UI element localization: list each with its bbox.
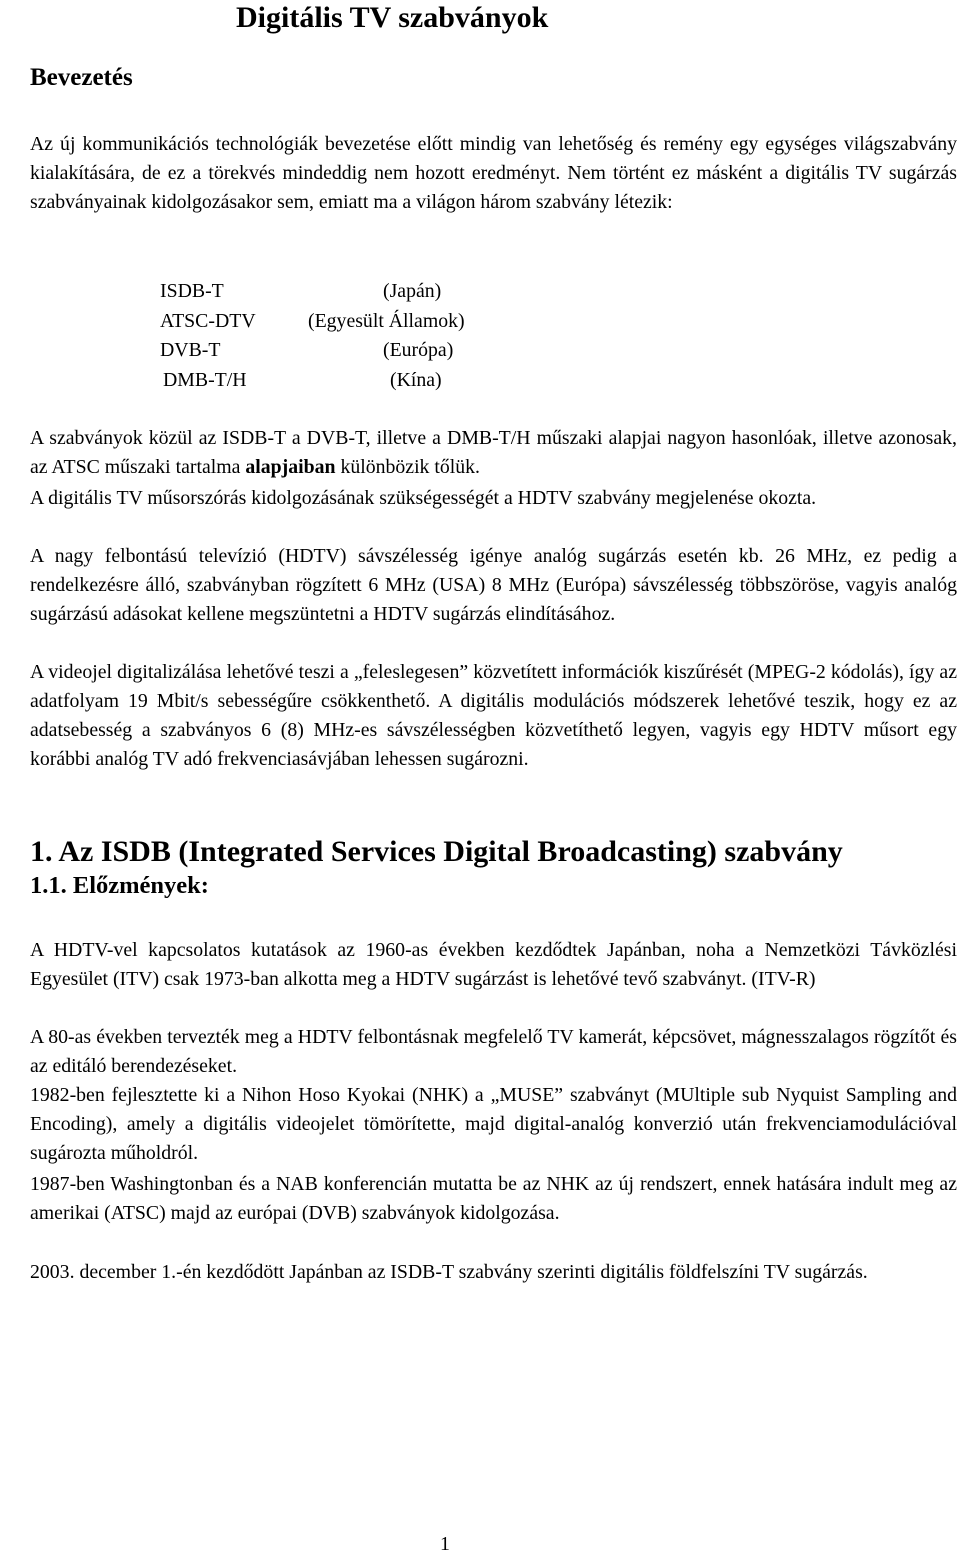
- paragraph-history-muse: 1982-ben fejlesztette ki a Nihon Hoso Kyokai (NHK) a „MUSE” szabványt (MUltiple sub Nyquist Sampling and Encoding), amely a digitális videojelet tömörítette, majd digital-analóg konverzió után frekvenciamodulációval sugározta műholdról.: [30, 1084, 957, 1164]
- paragraph-hdtv-need: A digitális TV műsorszórás kidolgozásának szükségességét a HDTV szabvány megjelenése okozta.: [30, 487, 817, 509]
- paragraph-similarity: [30, 424, 957, 482]
- standard-name: ISDB-T: [160, 280, 224, 302]
- standard-name: DVB-T: [160, 339, 221, 361]
- document-title: Digitális TV szabványok: [236, 1, 549, 34]
- section-heading: 1. Az ISDB (Integrated Services Digital Broadcasting) szabvány: [30, 835, 843, 868]
- paragraph-digitalization: A videojel digitalizálása lehetővé teszi a „feleslegesen” közvetített információk kiszűrését (MPEG-2 kódolás), így az adatfolyam 19 Mbit/s sebességűre csökkenthető. A digitális modulációs módszerek lehetővé teszik, hogy ez az adatsebesség a szabványos 6 (8) MHz-es sávszélességben közvetíthető legyen, vagyis egy HDTV műsort egy korábbi analóg TV adó frekvenciasávjában lehessen sugározni.: [30, 661, 957, 770]
- intro-heading: Bevezetés: [30, 64, 133, 91]
- standard-region: (Egyesült Államok): [308, 309, 465, 332]
- paragraph-text: A szabványok közül az ISDB-T a DVB-T, illetve a DMB-T/H műszaki alapjai nagyon hasonlóak, illetve azonosak, az ATSC műszaki tartalma: [30, 427, 957, 478]
- paragraph-history-1987: 1987-ben Washingtonban és a NAB konferencián mutatta be az NHK az új rendszert, ennek hatására indult meg az amerikai (ATSC) majd az európai (DVB) szabványok kidolgozása.: [30, 1173, 957, 1224]
- paragraph-history-research: A HDTV-vel kapcsolatos kutatások az 1960-as években kezdődtek Japánban, noha a Nemzetközi Távközlési Egyesület (ITV) csak 1973-ban alkotta meg a HDTV sugárzást is lehetővé tevő szabványt. (ITV-R): [30, 939, 957, 990]
- paragraph-history-80s: A 80-as években tervezték meg a HDTV felbontásnak megfelelő TV kamerát, képcsövet, mágnesszalagos rögzítőt és az editáló berendezéseket.: [30, 1026, 957, 1077]
- standard-region: (Európa): [383, 339, 454, 361]
- paragraph-hdtv-bandwidth: A nagy felbontású televízió (HDTV) sávszélesség igénye analóg sugárzás esetén kb. 26 MHz, ez pedig a rendelkezésre álló, szabványban rögzített 6 MHz (USA) 8 MHz (Európa) sávszélesség többszöröse, vagyis analóg sugárzású adásokat kellene megszüntetni a HDTV sugárzás elindításához.: [30, 545, 957, 625]
- paragraph-history-2003: 2003. december 1.-én kezdődött Japánban az ISDB-T szabvány szerinti digitális földfelszíni TV sugárzás.: [30, 1261, 868, 1283]
- standard-region: (Kína): [390, 368, 442, 391]
- intro-paragraph: Az új kommunikációs technológiák bevezetése előtt mindig van lehetőség és remény egy egységes világszabvány kialakítására, de ez a törekvés mindeddig nem hozott eredményt. Nem történt ez másként a digitális TV sugárzás szabványainak kidolgozásakor sem, emiatt ma a világon három szabvány létezik:: [30, 133, 957, 213]
- standard-region: (Japán): [383, 280, 442, 302]
- standard-name: DMB-T/H: [163, 368, 247, 391]
- page-number: 1: [440, 1533, 450, 1555]
- paragraph-text: különbözik tőlük.: [335, 456, 481, 478]
- standard-name: ATSC-DTV: [160, 309, 256, 332]
- subsection-heading: 1.1. Előzmények:: [30, 872, 209, 899]
- emphasis-text: alapjaiban: [245, 456, 336, 478]
